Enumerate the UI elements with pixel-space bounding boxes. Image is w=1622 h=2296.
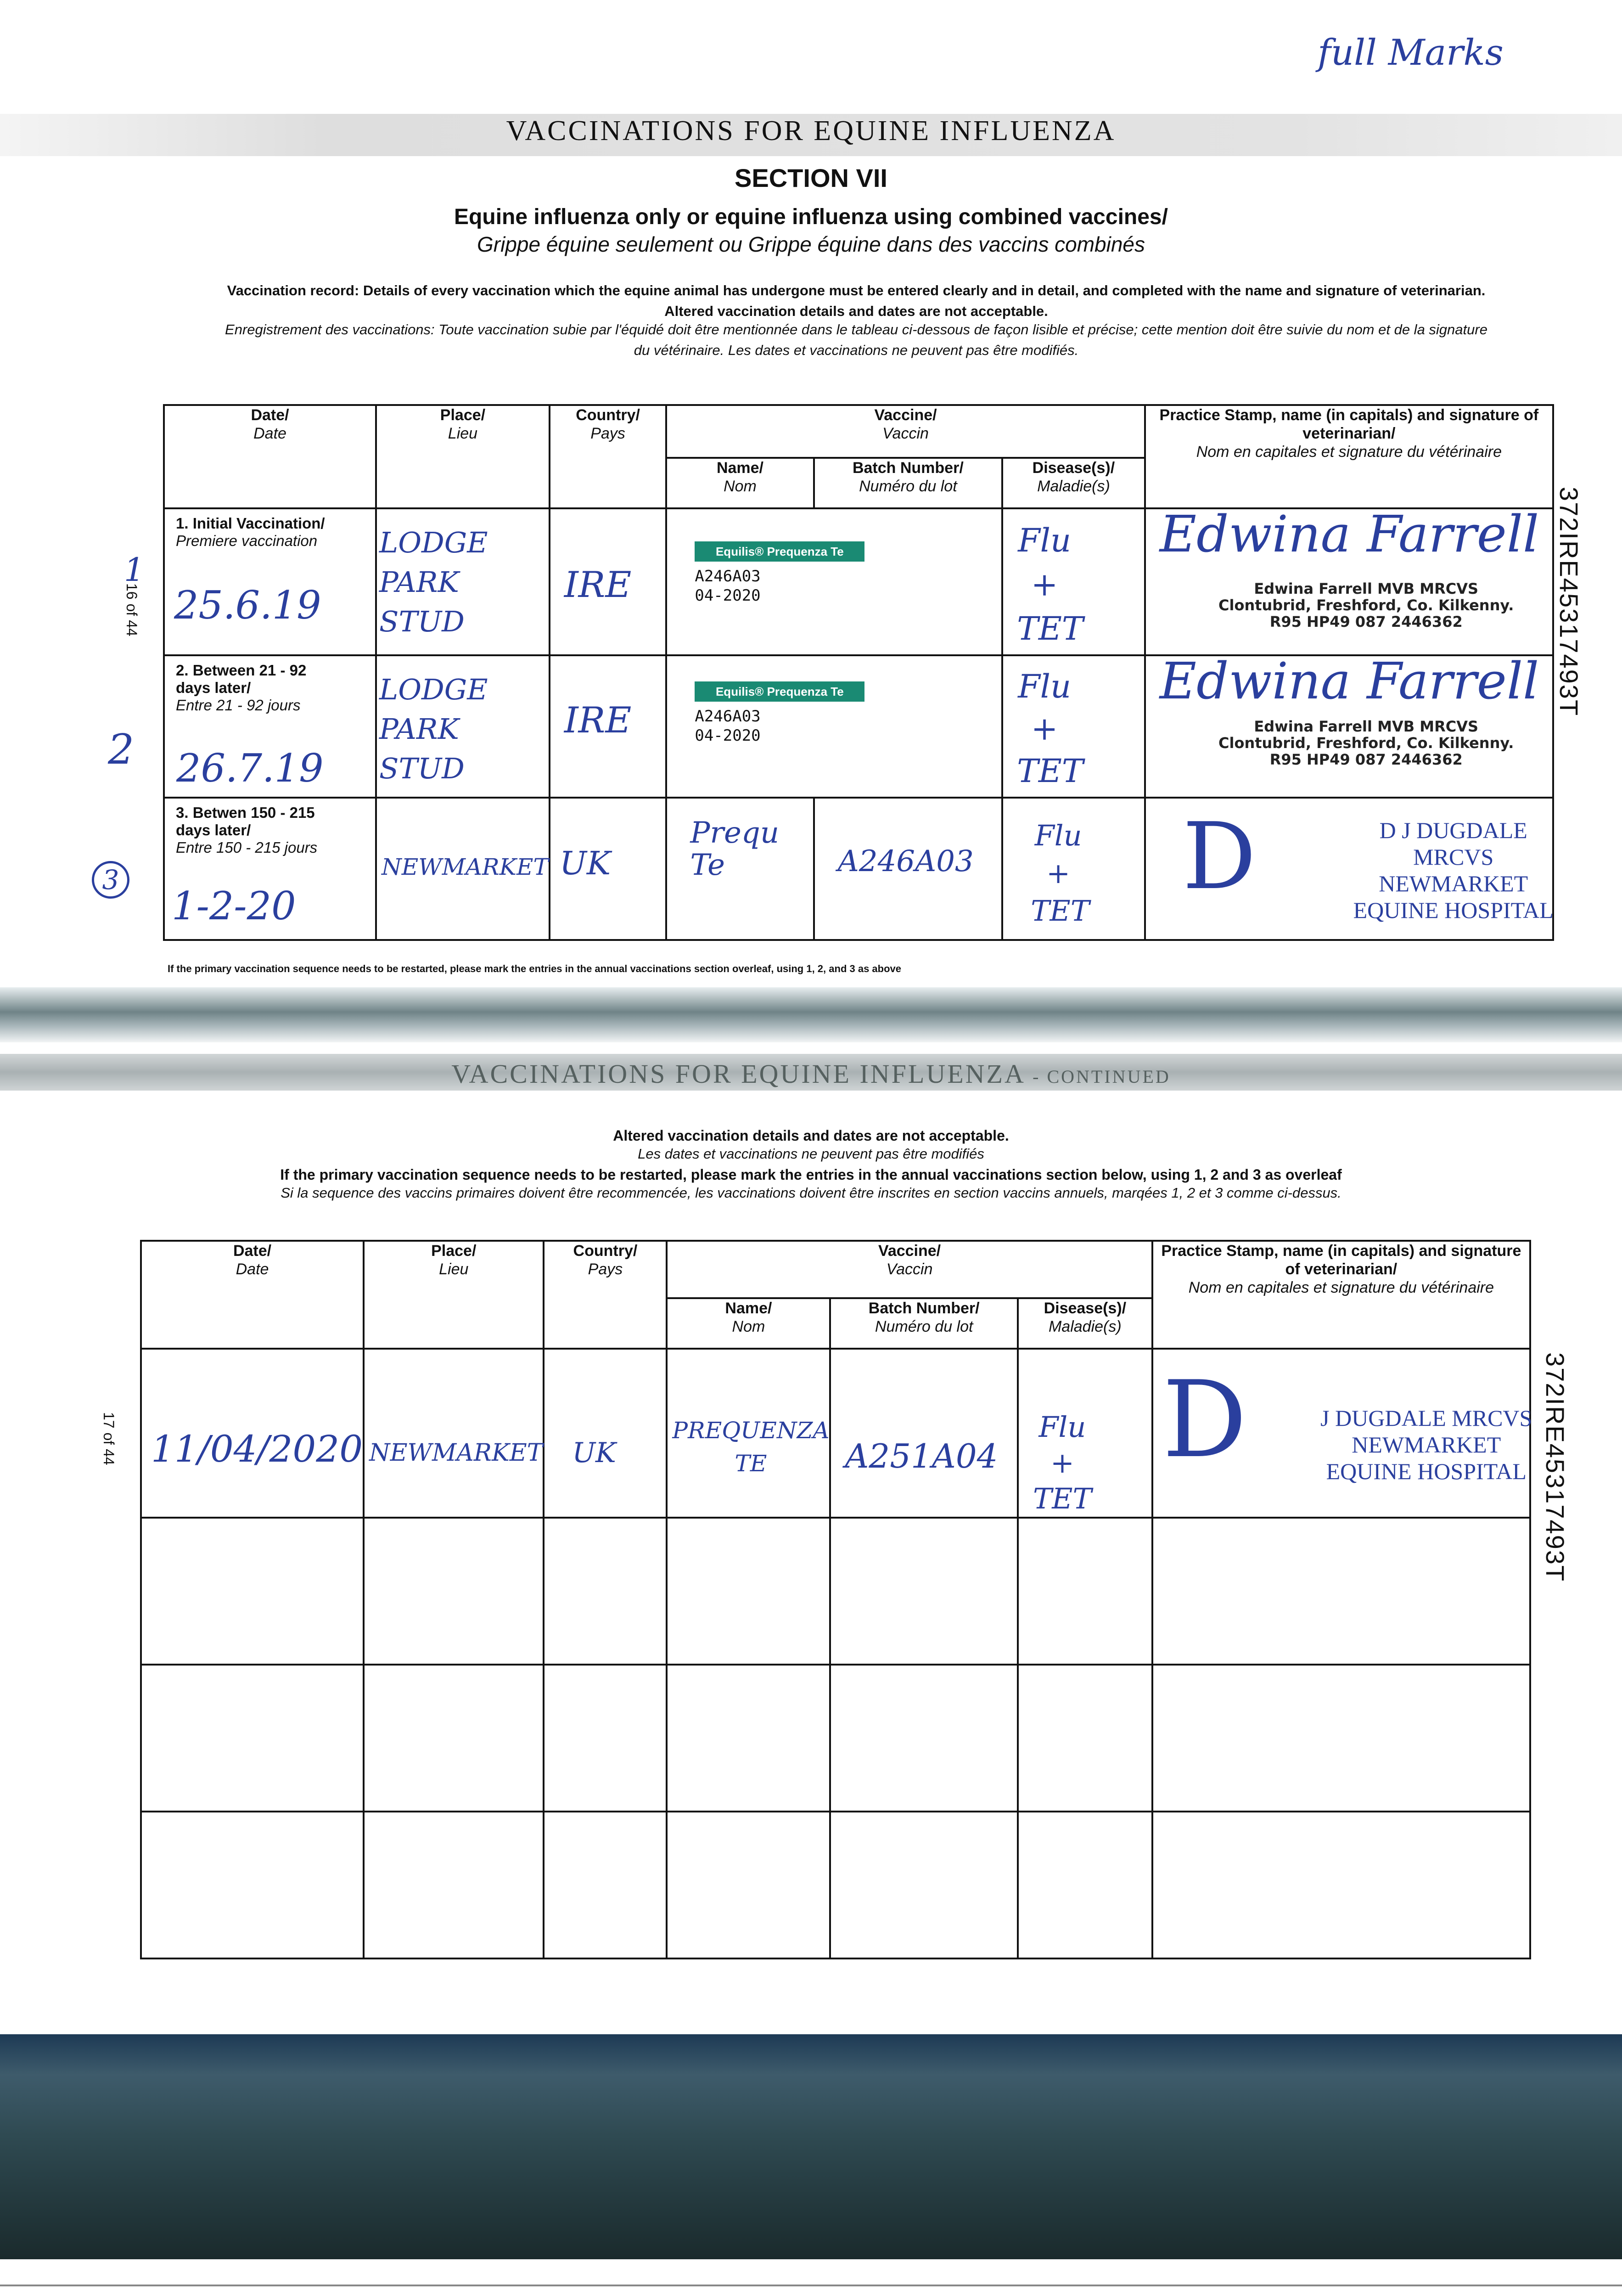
footnote: If the primary vaccination sequence needs to be restarted, please mark the entries in the annual vaccinations section overleaf, using 1, 2, and 3 as above bbox=[168, 963, 902, 974]
header-date: Date/ Date bbox=[164, 405, 376, 508]
vet-signature: D bbox=[1162, 1359, 1247, 1481]
scan-shadow bbox=[0, 987, 1622, 1042]
batch-cell: A251A04 bbox=[830, 1349, 1017, 1518]
table-row bbox=[141, 1812, 1530, 1958]
instruction-fr: Enregistrement des vaccinations: Toute vaccination subie par l'équidé doit être mentionnée dans le tableau ci-dessous de façon lisible et précise; cette mention doit être suivie du nom et de la signature bbox=[225, 321, 1487, 338]
date-cell: 11/04/2020 bbox=[141, 1349, 364, 1518]
side-id-top: 372IRE45317493T bbox=[1555, 487, 1583, 717]
vaccine-sticker-cell bbox=[666, 655, 1002, 798]
header-vaccine: Vaccine/ Vaccin bbox=[667, 1241, 1152, 1298]
date-cell: 3. Betwen 150 - 215 days later/ Entre 150 - 215 jours 1-2-20 bbox=[164, 798, 376, 940]
section-title: VACCINATIONS FOR EQUINE INFLUENZA bbox=[506, 115, 1116, 146]
disease-cell: Flu + TET bbox=[1002, 798, 1145, 940]
place-cell: LODGE PARK STUD bbox=[376, 508, 550, 655]
stamp-cell bbox=[1145, 652, 1553, 798]
date-value: 1-2-20 bbox=[172, 884, 296, 929]
vaccine-sticker: Equilis® Prequenza Te bbox=[695, 541, 864, 562]
scanner-edge bbox=[0, 2034, 1622, 2259]
country-cell: IRE bbox=[550, 655, 667, 798]
instruction-fr-2: du vétérinaire. Les dates et vaccinations ne peuvent pas être modifiés. bbox=[634, 342, 1079, 358]
page-number-bottom: 17 of 44 bbox=[101, 1412, 117, 1465]
margin-mark-2: 2 bbox=[108, 726, 135, 774]
place-cell: NEWMARKET bbox=[364, 1349, 544, 1518]
country-cell: IRE bbox=[550, 508, 667, 655]
table-row bbox=[141, 1518, 1530, 1665]
subtitle-en: Equine influenza only or equine influenza using combined vaccines/ bbox=[454, 205, 1168, 229]
instruction-en-2: Altered vaccination details and dates are not acceptable. bbox=[664, 303, 1048, 319]
place-cell: NEWMARKET bbox=[376, 798, 550, 940]
continued-title: VACCINATIONS FOR EQUINE INFLUENZA - CONTINUED bbox=[451, 1059, 1171, 1089]
table-row bbox=[164, 655, 1553, 798]
header-place: Place/ Lieu bbox=[376, 405, 550, 508]
subtitle-fr: Grippe équine seulement ou Grippe équine dans des vaccins combinés bbox=[477, 232, 1145, 256]
page-number-top: 16 of 44 bbox=[123, 583, 140, 636]
continued-note-en: Altered vaccination details and dates are not acceptable. bbox=[613, 1127, 1009, 1144]
page-bottom-edge bbox=[0, 2285, 1622, 2286]
primary-vaccination-table bbox=[163, 404, 1554, 941]
vet-stamp: D J DUGDALE MRCVS NEWMARKET EQUINE HOSPITAL bbox=[1353, 817, 1554, 923]
sticker-details: A246A03 04-2020 bbox=[695, 567, 761, 605]
section-number: SECTION VII bbox=[735, 163, 887, 192]
header-country: Country/ Pays bbox=[550, 405, 667, 508]
continued-restart-en: If the primary vaccination sequence needs to be restarted, please mark the entries in the annual vaccinations section below, using 1, 2 and 3 as overleaf bbox=[280, 1166, 1342, 1183]
vet-signature: Edwina Farrell bbox=[1159, 652, 1539, 710]
header-name: Name/ Nom bbox=[666, 458, 814, 508]
vaccine-sticker-cell bbox=[666, 508, 1002, 655]
vet-signature: D bbox=[1182, 803, 1257, 910]
table-row bbox=[141, 1665, 1530, 1812]
header-stamp: Practice Stamp, name (in capitals) and signature of veterinarian/ Nom en capitales et signature du vétérinaire bbox=[1152, 1241, 1530, 1349]
header-stamp: Practice Stamp, name (in capitals) and signature of veterinarian/ Nom en capitales et signature du vétérinaire bbox=[1145, 405, 1553, 508]
header-vaccine: Vaccine/ Vaccin bbox=[666, 405, 1145, 458]
place-cell: LODGE PARK STUD bbox=[376, 655, 550, 798]
stamp-cell bbox=[1145, 505, 1553, 655]
date-cell: 2. Between 21 - 92 days later/ Entre 21 - 92 jours 26.7.19 bbox=[164, 655, 376, 798]
batch-cell: A246A03 bbox=[814, 798, 1003, 940]
margin-mark-1: 1 bbox=[124, 551, 145, 589]
disease-cell: Flu + TET bbox=[1018, 1349, 1152, 1518]
continued-restart-fr: Si la sequence des vaccins primaires doivent être recommencée, les vaccinations doivent être inscrites en section vaccins annuels, marqées 1, 2 et 3 comme ci-dessus. bbox=[281, 1185, 1341, 1201]
disease-cell: Flu + TET bbox=[1002, 655, 1145, 798]
header-disease: Disease(s)/ Maladie(s) bbox=[1018, 1298, 1152, 1349]
sticker-details: A246A03 04-2020 bbox=[695, 707, 761, 745]
header-place: Place/ Lieu bbox=[364, 1241, 544, 1349]
header-date: Date/ Date bbox=[141, 1241, 364, 1349]
date-value: 25.6.19 bbox=[174, 583, 321, 628]
full-marks-annotation: full Marks bbox=[1318, 32, 1504, 73]
header-country: Country/ Pays bbox=[544, 1241, 667, 1349]
stamp-cell bbox=[1152, 1349, 1530, 1518]
stamp-cell bbox=[1145, 798, 1553, 940]
vet-stamp: J DUGDALE MRCVS NEWMARKET EQUINE HOSPITAL bbox=[1320, 1405, 1532, 1484]
country-cell: UK bbox=[544, 1349, 667, 1518]
side-id-bottom: 372IRE45317493T bbox=[1541, 1352, 1570, 1582]
header-batch: Batch Number/ Numéro du lot bbox=[814, 458, 1003, 508]
instruction-en: Vaccination record: Details of every vaccination which the equine animal has undergone must be entered clearly and in detail, and completed with the name and signature of veterinarian. bbox=[227, 282, 1486, 298]
vet-stamp: Edwina Farrell MVB MRCVS Clontubrid, Freshford, Co. Kilkenny. R95 HP49 087 2446362 bbox=[1218, 718, 1514, 768]
margin-mark-3: 3 bbox=[92, 861, 129, 899]
header-disease: Disease(s)/ Maladie(s) bbox=[1002, 458, 1145, 508]
table-row bbox=[164, 508, 1553, 655]
annual-vaccination-table bbox=[140, 1240, 1531, 1959]
disease-cell: Flu + TET bbox=[1002, 508, 1145, 655]
country-cell: UK bbox=[550, 798, 667, 940]
date-cell: 1. Initial Vaccination/ Premiere vaccination 25.6.19 bbox=[164, 508, 376, 655]
header-name: Name/ Nom bbox=[667, 1298, 830, 1349]
vaccine-name-cell: PREQUENZA TE bbox=[667, 1349, 830, 1518]
date-value: 26.7.19 bbox=[176, 746, 324, 791]
table-row bbox=[141, 1349, 1530, 1518]
vaccine-name-cell: Prequ Te bbox=[666, 798, 814, 940]
table-row bbox=[164, 798, 1553, 940]
vet-stamp: Edwina Farrell MVB MRCVS Clontubrid, Freshford, Co. Kilkenny. R95 HP49 087 2446362 bbox=[1218, 580, 1514, 630]
vaccine-sticker: Equilis® Prequenza Te bbox=[695, 681, 864, 702]
vet-signature: Edwina Farrell bbox=[1159, 505, 1539, 563]
header-batch: Batch Number/ Numéro du lot bbox=[830, 1298, 1017, 1349]
continued-note-fr: Les dates et vaccinations ne peuvent pas être modifiés bbox=[638, 1146, 984, 1162]
